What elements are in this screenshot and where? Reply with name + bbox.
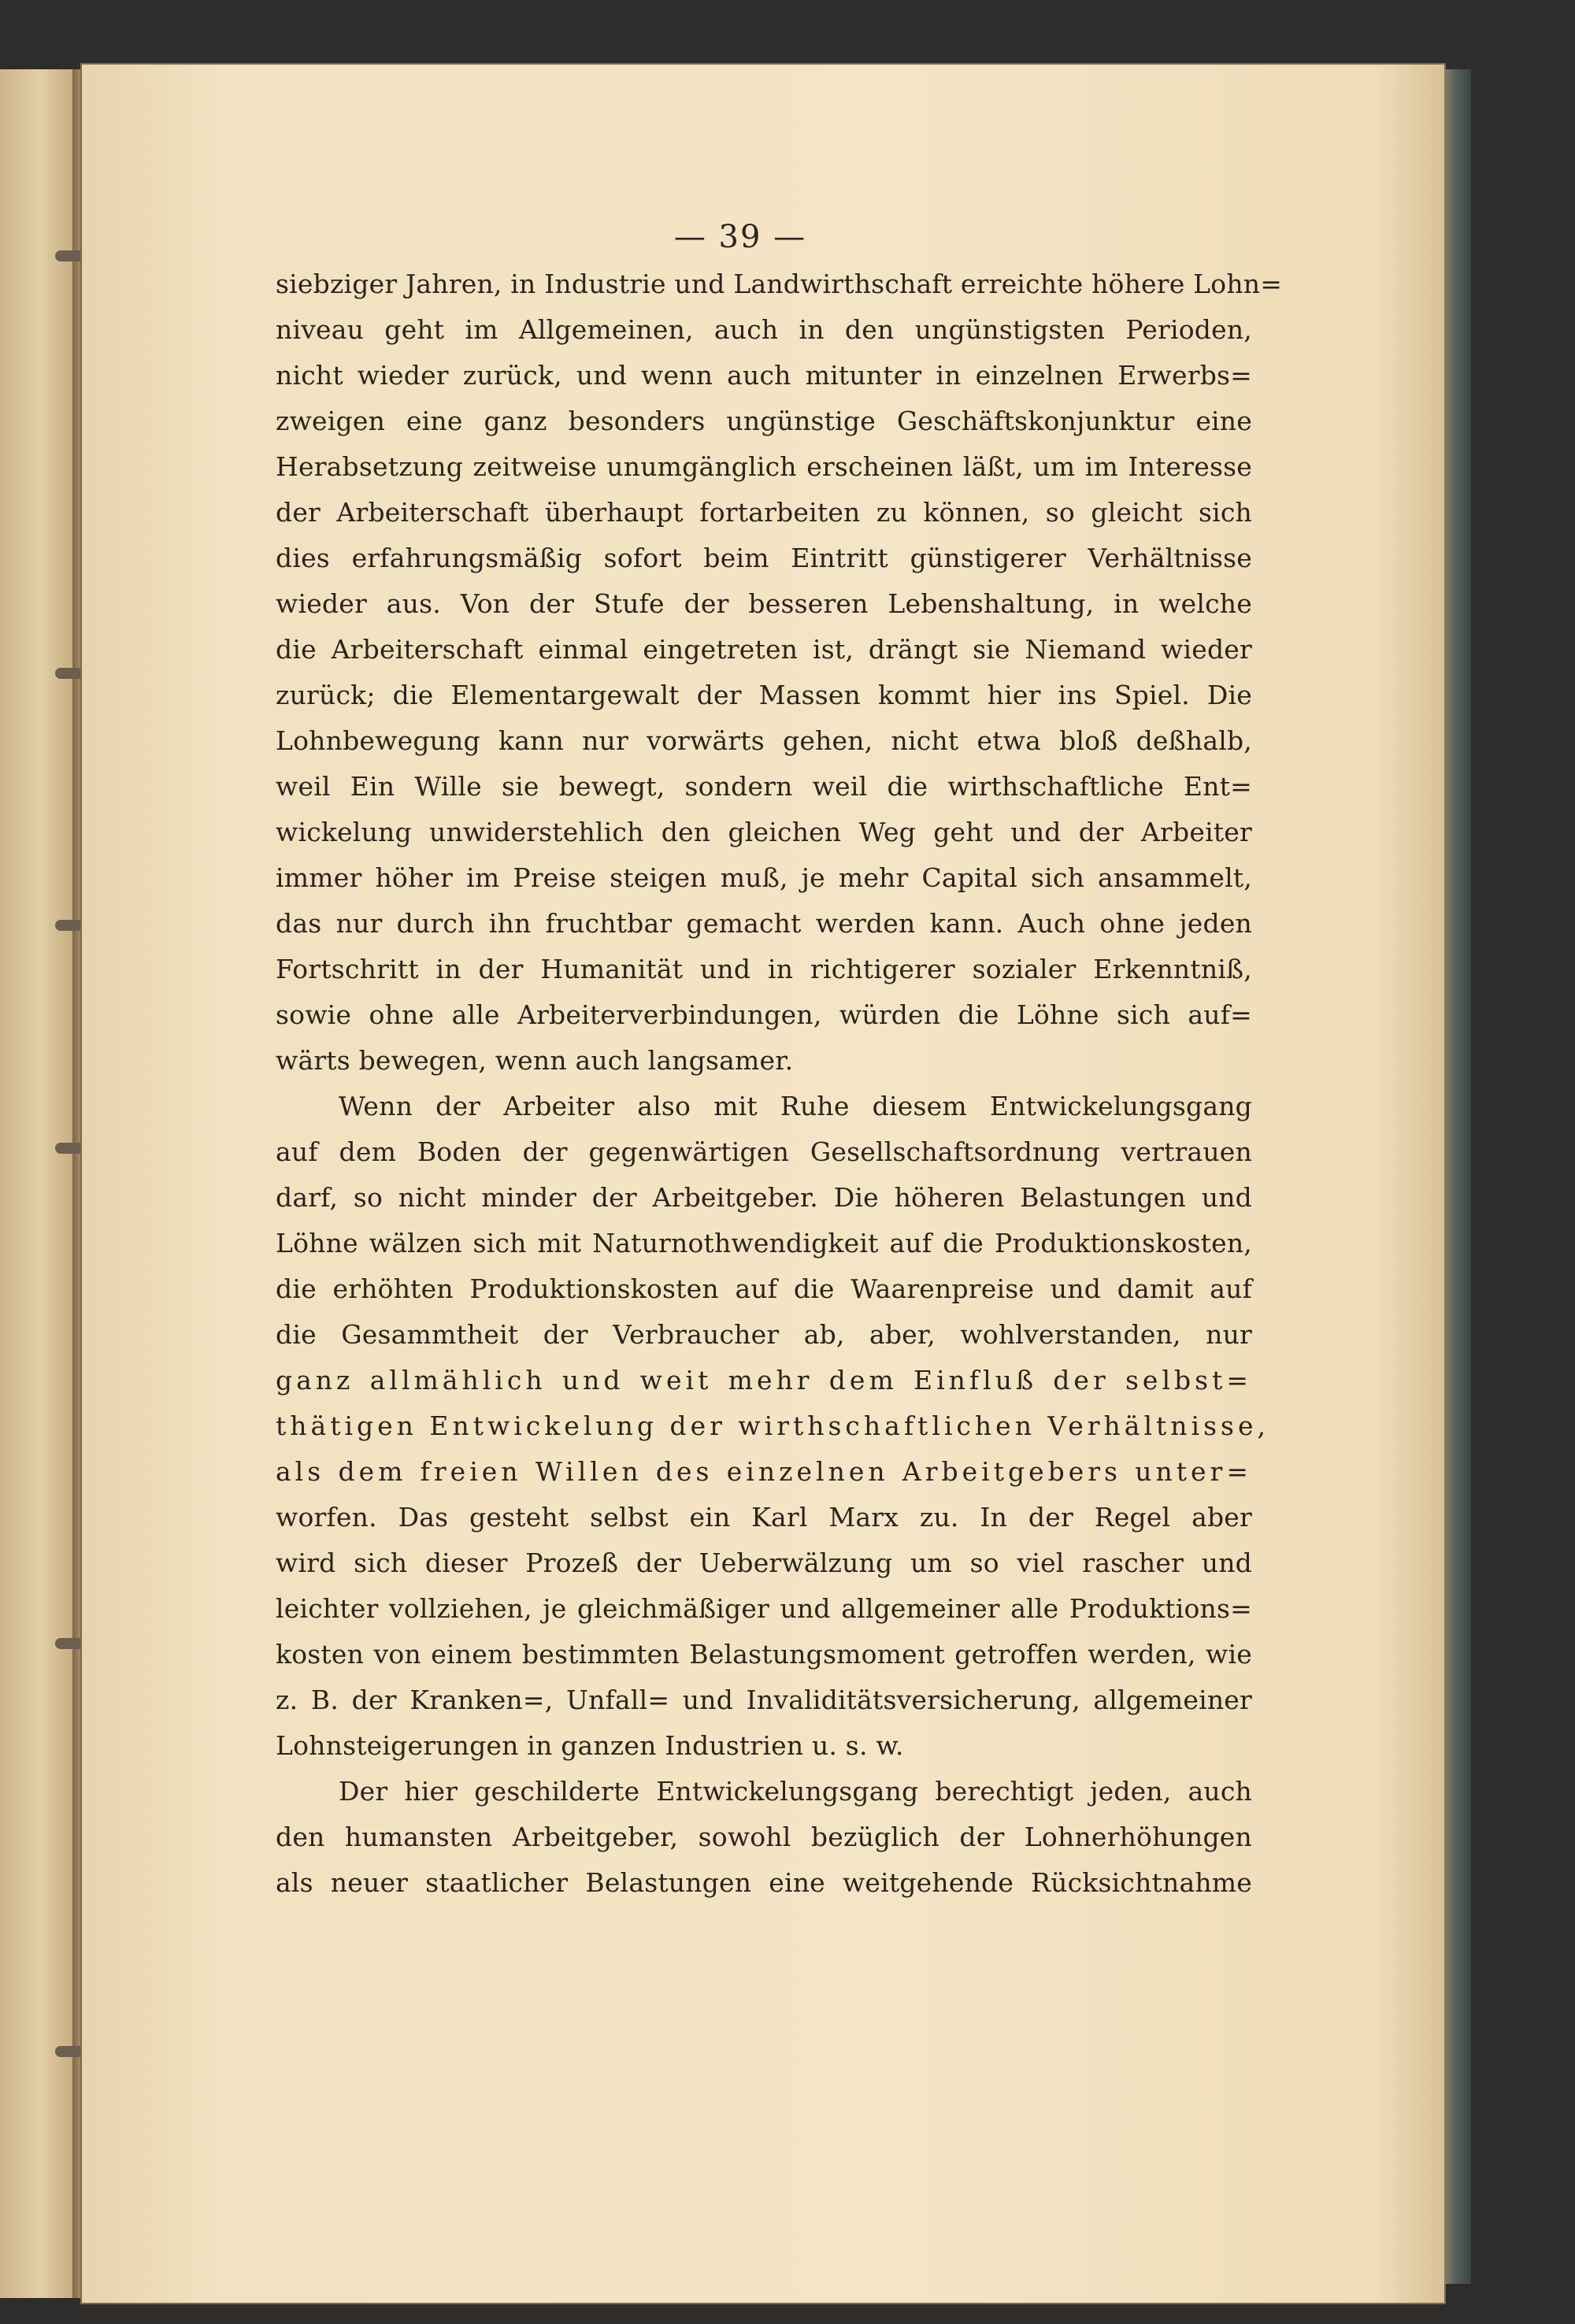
text-line: immer höher im Preise steigen muß, je mehr Capital sich ansammelt, bbox=[276, 862, 1252, 893]
text-line: zweigen eine ganz besonders ungünstige Geschäftskonjunktur eine bbox=[276, 406, 1252, 436]
text-line: siebziger Jahren, in Industrie und Landwirthschaft erreichte höhere Lohn= bbox=[276, 269, 1283, 299]
text-line: darf, so nicht minder der Arbeitgeber. Die höheren Belastungen und bbox=[276, 1182, 1252, 1213]
text-line: thätigen Entwickelung der wirthschaftlichen Verhältnisse, bbox=[276, 1410, 1269, 1441]
text-line: sowie ohne alle Arbeiterverbindungen, würden die Löhne sich auf= bbox=[276, 999, 1252, 1030]
text-line: z. B. der Kranken=, Unfall= und Invaliditätsversicherung, allgemeiner bbox=[276, 1685, 1252, 1715]
text-line: als neuer staatlicher Belastungen eine weitgehende Rücksichtnahme bbox=[276, 1867, 1252, 1898]
text-line: Lohnsteigerungen in ganzen Industrien u. s. w. bbox=[276, 1730, 904, 1761]
text-line: wieder aus. Von der Stufe der besseren Lebenshaltung, in welche bbox=[276, 588, 1252, 619]
left-page-edge bbox=[0, 69, 75, 2298]
body-text bbox=[276, 261, 1283, 1906]
text-line: niveau geht im Allgemeinen, auch in den ungünstigsten Perioden, bbox=[276, 314, 1252, 345]
text-line: worfen. Das gesteht selbst ein Karl Marx zu. In der Regel aber bbox=[276, 1502, 1252, 1533]
text-line: auf dem Boden der gegenwärtigen Gesellschaftsordnung vertrauen bbox=[276, 1136, 1252, 1167]
text-line: wärts bewegen, wenn auch langsamer. bbox=[276, 1045, 794, 1076]
page-stack-edge bbox=[1444, 69, 1471, 2284]
text-line: die erhöhten Produktionskosten auf die Waarenpreise und damit auf bbox=[276, 1273, 1252, 1304]
text-line: wird sich dieser Prozeß der Ueberwälzung um so viel rascher und bbox=[276, 1547, 1252, 1578]
text-line: zurück; die Elementargewalt der Massen kommt hier ins Spiel. Die bbox=[276, 680, 1252, 710]
text-line: Herabsetzung zeitweise unumgänglich erscheinen läßt, um im Interesse bbox=[276, 451, 1252, 482]
text-line: als dem freien Willen des einzelnen Arbeitgebers unter= bbox=[276, 1456, 1252, 1487]
text-line: wickelung unwiderstehlich den gleichen Weg geht und der Arbeiter bbox=[276, 817, 1252, 847]
text-line: kosten von einem bestimmten Belastungsmoment getroffen werden, wie bbox=[276, 1639, 1252, 1670]
text-line: Der hier geschilderte Entwickelungsgang berechtigt jeden, auch bbox=[339, 1776, 1252, 1807]
text-line: nicht wieder zurück, und wenn auch mitunter in einzelnen Erwerbs= bbox=[276, 360, 1252, 391]
text-line: Lohnbewegung kann nur vorwärts gehen, nicht etwa bloß deßhalb, bbox=[276, 725, 1252, 756]
text-line: der Arbeiterschaft überhaupt fortarbeiten zu können, so gleicht sich bbox=[276, 497, 1252, 528]
text-line: ganz allmählich und weit mehr dem Einfluß der selbst= bbox=[276, 1365, 1252, 1396]
text-line: Wenn der Arbeiter also mit Ruhe diesem Entwickelungsgang bbox=[339, 1091, 1252, 1121]
text-line: Fortschritt in der Humanität und in richtigerer sozialer Erkenntniß, bbox=[276, 954, 1252, 984]
text-line: weil Ein Wille sie bewegt, sondern weil die wirthschaftliche Ent= bbox=[276, 771, 1252, 802]
text-line: leichter vollziehen, je gleichmäßiger und allgemeiner alle Produktions= bbox=[276, 1593, 1252, 1624]
text-line: die Gesammtheit der Verbraucher ab, aber, wohlverstanden, nur bbox=[276, 1319, 1252, 1350]
text-line: den humansten Arbeitgeber, sowohl bezüglich der Lohnerhöhungen bbox=[276, 1822, 1252, 1852]
text-line: dies erfahrungsmäßig sofort beim Eintritt günstigerer Verhältnisse bbox=[276, 543, 1252, 573]
text-line: das nur durch ihn fruchtbar gemacht werden kann. Auch ohne jeden bbox=[276, 908, 1252, 939]
text-line: Löhne wälzen sich mit Naturnothwendigkeit auf die Produktionskosten, bbox=[276, 1228, 1252, 1258]
page-number: — 39 — bbox=[673, 219, 807, 255]
text-line: die Arbeiterschaft einmal eingetreten ist, drängt sie Niemand wieder bbox=[276, 634, 1252, 665]
